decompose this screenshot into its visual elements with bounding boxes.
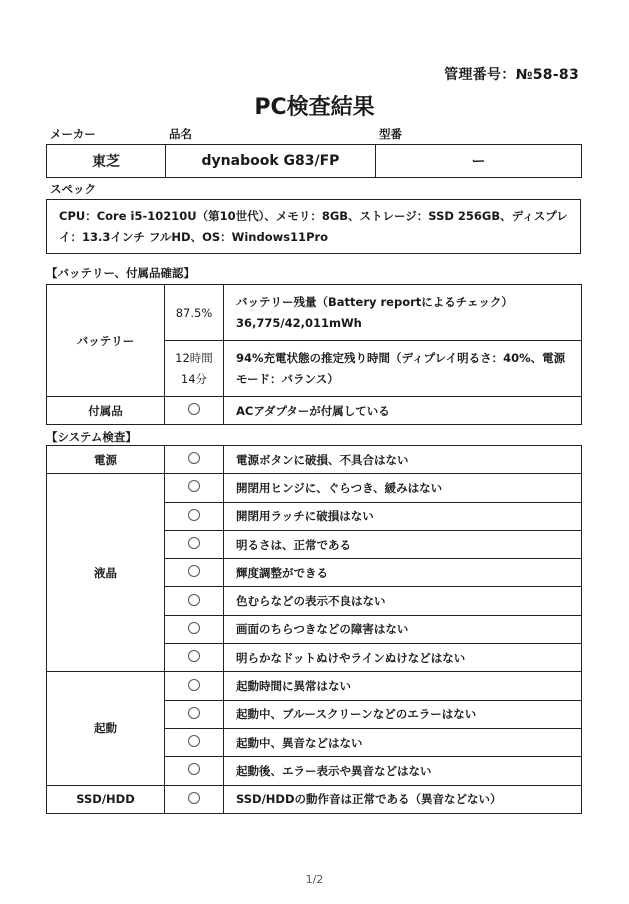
spec-box xyxy=(46,199,581,254)
check-mark-cell xyxy=(165,700,224,728)
check-circle-icon xyxy=(188,509,200,521)
check-description: 画面のちらつきなどの障害はない xyxy=(224,615,582,643)
check-circle-icon xyxy=(188,679,200,691)
check-mark-cell xyxy=(165,587,224,615)
spec-line: イ：13.3インチ フルHD、OS：Windows11Pro xyxy=(59,230,329,244)
check-mark-cell xyxy=(165,785,224,813)
check-mark-cell xyxy=(165,615,224,643)
battery-capacity-desc xyxy=(224,285,582,341)
check-description: 起動後、エラー表示や異音などはない xyxy=(224,757,582,785)
system-group-label: 液晶 xyxy=(47,474,165,672)
system-table xyxy=(46,445,582,814)
spec-label: スペック xyxy=(50,182,96,196)
check-mark-cell xyxy=(165,446,224,474)
check-circle-icon xyxy=(188,735,200,747)
product-value: dynabook G83/FP xyxy=(166,145,376,178)
check-mark-cell xyxy=(165,474,224,502)
runtime-minutes: 14分 xyxy=(180,371,208,386)
product-label: 品名 xyxy=(169,127,192,141)
system-group-label: 起動 xyxy=(47,672,165,785)
maker-value: 東芝 xyxy=(47,145,166,178)
check-mark-cell xyxy=(165,672,224,700)
accessory-check xyxy=(165,397,224,425)
page-title: PC検査結果 xyxy=(254,95,375,120)
check-description: SSD/HDDの動作音は正常である（異音などない） xyxy=(224,785,582,813)
check-circle-icon xyxy=(188,565,200,577)
check-circle-icon xyxy=(188,763,200,775)
check-circle-icon xyxy=(188,537,200,549)
system-check-row xyxy=(47,672,582,700)
check-circle-icon xyxy=(188,403,200,415)
product-header-table xyxy=(46,144,582,178)
battery-capacity-value: 87.5% xyxy=(165,285,224,341)
check-description: 明らかなドットぬけやラインぬけなどはない xyxy=(224,644,582,672)
system-section-heading: 【システム検査】 xyxy=(46,430,137,444)
check-description: 色むらなどの表示不良はない xyxy=(224,587,582,615)
desc-line: バッテリー残量（Battery reportによるチェック） xyxy=(236,294,513,309)
check-mark-cell xyxy=(165,530,224,558)
model-label: 型番 xyxy=(379,127,402,141)
desc-line: 94%充電状態の推定残り時間（ディプレイ明るさ：40%、電源 xyxy=(236,350,566,365)
page-number: 1/2 xyxy=(305,873,324,886)
check-mark-cell xyxy=(165,502,224,530)
check-circle-icon xyxy=(188,707,200,719)
check-description: 起動中、異音などはない xyxy=(224,728,582,756)
maker-label: メーカー xyxy=(50,127,96,141)
check-description: 開閉用ヒンジに、ぐらつき、緩みはない xyxy=(224,474,582,502)
check-circle-icon xyxy=(188,480,200,492)
check-description: 開閉用ラッチに破損はない xyxy=(224,502,582,530)
check-mark-cell xyxy=(165,728,224,756)
system-check-row xyxy=(47,446,582,474)
model-value: ー xyxy=(376,145,582,178)
management-number: 管理番号：№58-83 xyxy=(444,67,579,83)
check-mark-cell xyxy=(165,757,224,785)
battery-runtime-desc xyxy=(224,341,582,397)
runtime-hours: 12時間 xyxy=(175,350,213,365)
battery-label: バッテリー xyxy=(47,285,165,397)
battery-runtime-value xyxy=(165,341,224,397)
spec-line: CPU：Core i5-10210U（第10世代）、メモリ：8GB、ストレージ：SSD 256GB、ディスプレ xyxy=(59,209,568,223)
system-check-row xyxy=(47,785,582,813)
check-description: 起動時間に異常はない xyxy=(224,672,582,700)
desc-line: モード：バランス） xyxy=(236,371,339,386)
check-description: 起動中、ブルースクリーンなどのエラーはない xyxy=(224,700,582,728)
system-check-row xyxy=(47,474,582,502)
battery-table xyxy=(46,284,582,425)
check-circle-icon xyxy=(188,650,200,662)
check-description: 電源ボタンに破損、不具合はない xyxy=(224,446,582,474)
check-mark-cell xyxy=(165,559,224,587)
battery-section-heading: 【バッテリー、付属品確認】 xyxy=(46,266,196,280)
check-circle-icon xyxy=(188,622,200,634)
desc-line: 36,775/42,011mWh xyxy=(236,315,362,330)
check-description: 輝度調整ができる xyxy=(224,559,582,587)
check-description: 明るさは、正常である xyxy=(224,530,582,558)
check-circle-icon xyxy=(188,452,200,464)
accessory-label: 付属品 xyxy=(47,397,165,425)
system-group-label: 電源 xyxy=(47,446,165,474)
accessory-desc: ACアダプターが付属している xyxy=(224,397,582,425)
check-circle-icon xyxy=(188,594,200,606)
check-mark-cell xyxy=(165,644,224,672)
check-circle-icon xyxy=(188,792,200,804)
system-group-label: SSD/HDD xyxy=(47,785,165,813)
